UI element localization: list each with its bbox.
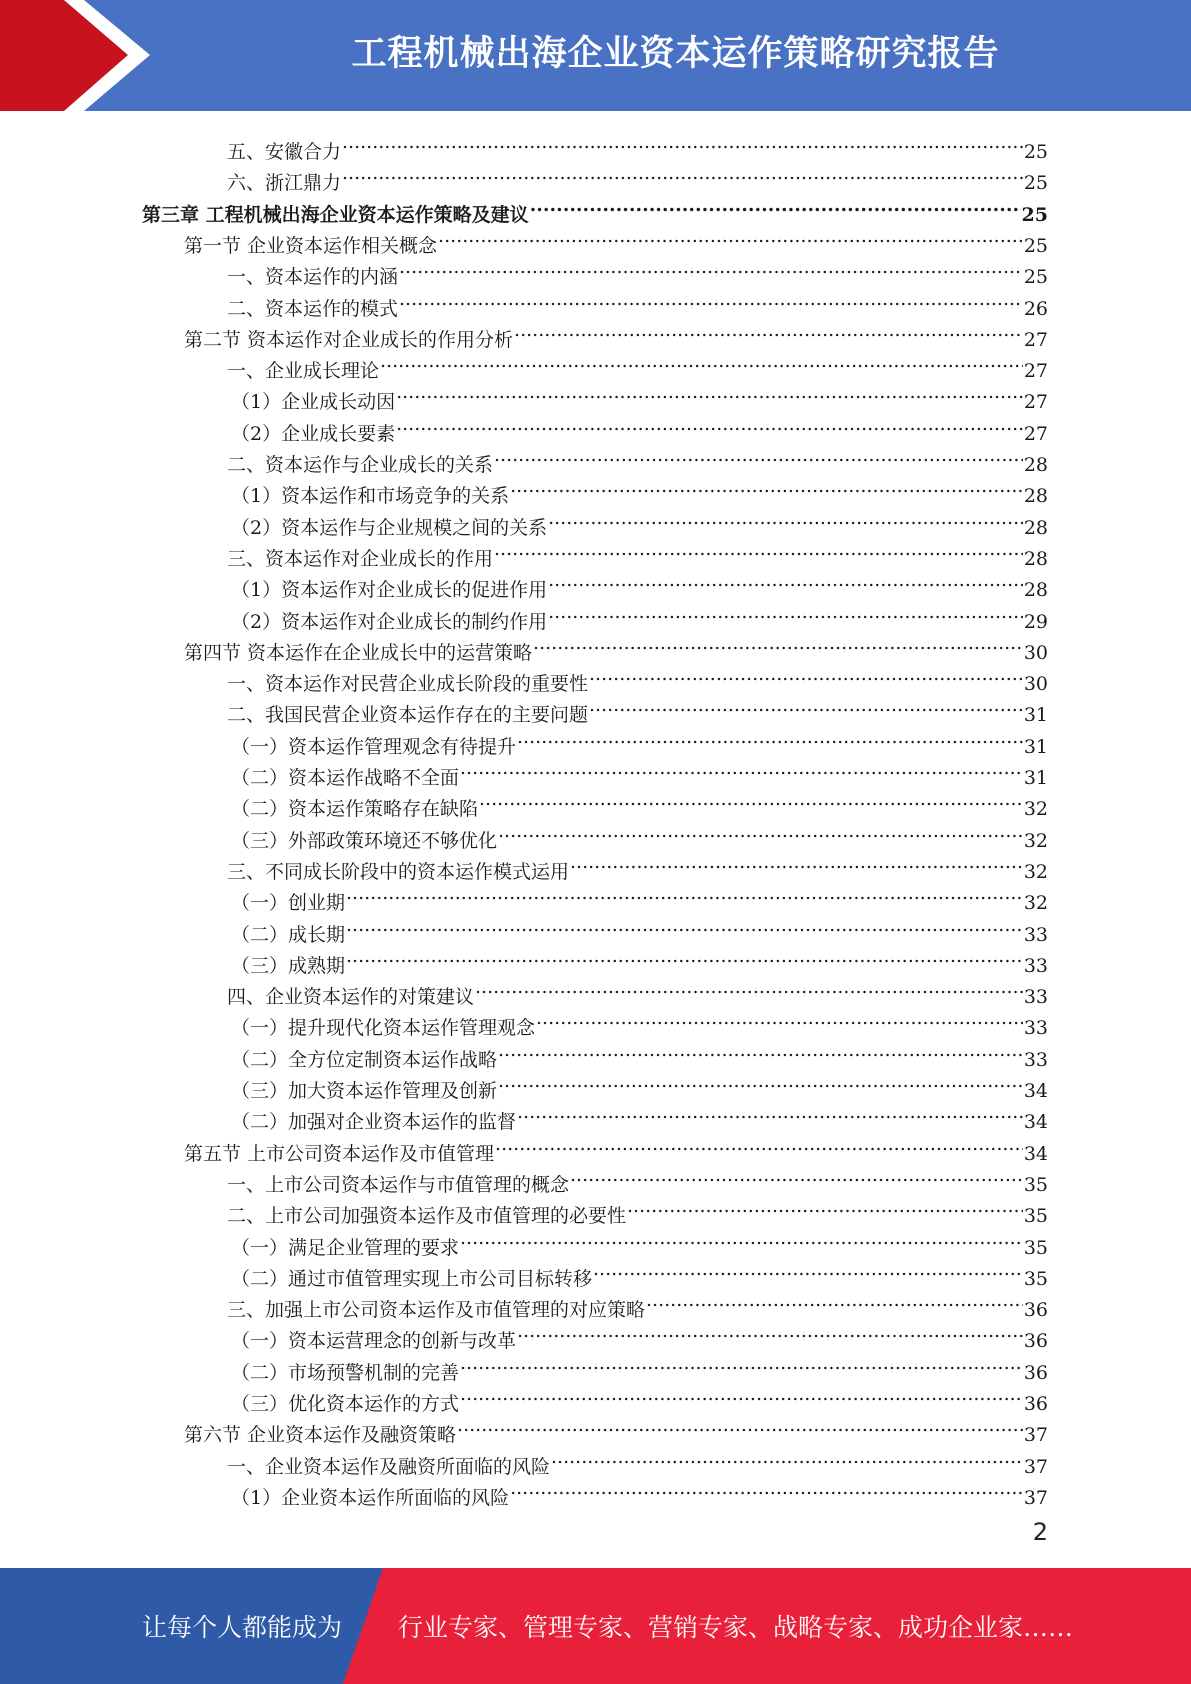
toc-leader-dots <box>342 158 1023 189</box>
toc-leader-dots <box>514 315 1023 346</box>
toc-entry-page: 31 <box>1023 704 1048 727</box>
toc-entry-page: 28 <box>1023 547 1048 570</box>
toc-entry-title: （1）企业成长动因 <box>231 391 396 414</box>
toc-entry-title: 一、企业成长理论 <box>227 360 380 383</box>
toc-entry-title: 六、浙江鼎力 <box>227 172 342 195</box>
toc-entry-title: （二）成长期 <box>231 923 346 946</box>
toc-entry[interactable] <box>231 910 1048 946</box>
toc-leader-dots <box>589 690 1023 721</box>
toc-leader-dots <box>517 1097 1023 1128</box>
toc-entry[interactable] <box>231 565 1048 602</box>
toc-entry-page: 33 <box>1023 954 1048 977</box>
footer-banner <box>0 1568 1191 1684</box>
toc-leader-dots <box>494 440 1023 471</box>
toc-leader-dots <box>627 1191 1023 1222</box>
toc-entry-page: 25 <box>1023 172 1048 195</box>
toc-entry-page: 32 <box>1023 798 1048 821</box>
toc-leader-dots <box>593 1254 1023 1285</box>
header-banner <box>0 0 1191 111</box>
toc-entry-title: （三）优化资本运作的方式 <box>231 1393 460 1415</box>
toc-entry-title: （一）资本运作管理观念有待提升 <box>231 735 517 758</box>
toc-entry-page: 25 <box>1023 266 1048 289</box>
toc-entry[interactable] <box>231 722 1048 758</box>
toc-entry[interactable] <box>227 1160 1048 1196</box>
toc-entry[interactable] <box>231 377 1048 414</box>
toc-entry[interactable] <box>227 1442 1048 1478</box>
toc-entry[interactable] <box>231 1003 1048 1040</box>
toc-entry-title: （1）资本运作和市场竞争的关系 <box>231 485 510 508</box>
toc-leader-dots <box>533 628 1023 659</box>
toc-entry[interactable] <box>227 972 1048 1009</box>
toc-entry[interactable] <box>231 1035 1048 1071</box>
toc-entry[interactable] <box>227 252 1048 289</box>
toc-entry[interactable] <box>227 284 1048 320</box>
toc-leader-dots <box>530 190 1021 221</box>
toc-leader-dots <box>460 1379 1023 1410</box>
toc-entry[interactable] <box>231 941 1048 977</box>
toc-entry-title: 一、企业资本运作及融资所面临的风险 <box>227 1455 551 1478</box>
toc-entry[interactable] <box>231 878 1048 915</box>
toc-entry-title: 四、企业资本运作的对策建议 <box>227 986 475 1009</box>
toc-entry-page: 37 <box>1023 1486 1048 1509</box>
toc-entry-page: 27 <box>1023 391 1048 414</box>
toc-leader-dots <box>548 565 1023 596</box>
toc-entry-title: （二）资本运作策略存在缺陷 <box>231 798 479 821</box>
toc-leader-dots <box>646 1285 1023 1316</box>
toc-leader-dots <box>548 503 1023 534</box>
toc-entry-page: 32 <box>1023 860 1048 883</box>
toc-entry[interactable] <box>231 1473 1048 1509</box>
toc-leader-dots <box>536 1003 1023 1034</box>
toc-leader-dots <box>517 1316 1023 1347</box>
toc-leader-dots <box>495 1129 1023 1160</box>
toc-entry-title: （二）市场预警机制的完善 <box>231 1361 460 1384</box>
footer-slogan-right: 行业专家、管理专家、营销专家、战略专家、成功企业家…… <box>398 1613 1074 1642</box>
toc-entry-page: 28 <box>1023 485 1048 508</box>
toc-leader-dots <box>570 847 1023 878</box>
toc-entry-page: 35 <box>1023 1267 1048 1290</box>
toc-entry-title: （三）加大资本运作管理及创新 <box>231 1080 498 1102</box>
toc-entry-title: 二、资本运作的模式 <box>227 297 399 320</box>
toc-entry-page: 35 <box>1023 1236 1048 1259</box>
toc-entry-page: 31 <box>1023 735 1048 758</box>
toc-entry-page: 36 <box>1023 1299 1048 1322</box>
toc-entry[interactable] <box>231 1348 1048 1384</box>
toc-entry[interactable] <box>227 440 1048 476</box>
toc-entry-title: 第三章 工程机械出海企业资本运作策略及建议 <box>142 203 529 226</box>
toc-entry-title: （三）成熟期 <box>231 954 346 977</box>
toc-entry-title: （2）企业成长要素 <box>231 422 396 445</box>
toc-entry-page: 27 <box>1023 328 1048 351</box>
toc-entry-title: （1）资本运作对企业成长的促进作用 <box>231 579 548 602</box>
toc-entry-page: 33 <box>1023 986 1048 1009</box>
footer-slogan-left: 让每个人都能成为 <box>142 1613 343 1642</box>
toc-entry[interactable] <box>231 1223 1048 1259</box>
toc-entry-title: （二）通过市值管理实现上市公司目标转移 <box>231 1267 593 1290</box>
toc-entry-title: （二）加强对企业资本运作的监督 <box>231 1111 517 1134</box>
toc-entry-title: （二）资本运作战略不全面 <box>231 767 460 789</box>
toc-entry-page: 25 <box>1023 234 1048 257</box>
toc-leader-dots <box>460 1223 1023 1254</box>
toc-entry-title: （二）全方位定制资本运作战略 <box>231 1048 498 1071</box>
toc-leader-dots <box>510 471 1023 502</box>
toc-leader-dots <box>517 722 1023 753</box>
toc-entry-title: 第五节 上市公司资本运作及市值管理 <box>184 1142 495 1165</box>
toc-entry[interactable] <box>184 221 1048 257</box>
toc-entry[interactable] <box>227 346 1048 383</box>
toc-entry[interactable] <box>227 534 1048 570</box>
toc-entry[interactable] <box>227 158 1048 195</box>
toc-entry[interactable] <box>231 409 1048 445</box>
toc-leader-dots <box>460 753 1023 784</box>
toc-entry[interactable] <box>231 1316 1048 1353</box>
toc-leader-dots <box>498 1066 1023 1097</box>
toc-entry-page: 30 <box>1023 641 1048 664</box>
toc-leader-dots <box>380 346 1023 377</box>
toc-entry-title: 第二节 资本运作对企业成长的作用分析 <box>184 328 514 351</box>
toc-entry[interactable] <box>227 690 1048 727</box>
toc-entry-page: 25 <box>1021 203 1048 226</box>
toc-entry-title: 第六节 企业资本运作及融资策略 <box>184 1424 457 1447</box>
toc-entry[interactable] <box>184 628 1048 664</box>
toc-entry-page: 35 <box>1023 1173 1048 1196</box>
toc-entry-page: 33 <box>1023 1048 1048 1071</box>
toc-entry-page: 27 <box>1023 422 1048 445</box>
toc-leader-dots <box>396 409 1023 440</box>
toc-entry-page: 28 <box>1023 579 1048 602</box>
toc-leader-dots <box>548 597 1023 628</box>
toc-entry-title: 三、不同成长阶段中的资本运作模式运用 <box>227 860 570 883</box>
toc-leader-dots <box>346 941 1023 972</box>
toc-entry[interactable] <box>231 1379 1048 1415</box>
toc-leader-dots <box>551 1442 1023 1473</box>
toc-entry-title: 二、资本运作与企业成长的关系 <box>227 454 494 476</box>
toc-entry[interactable] <box>231 1097 1048 1134</box>
toc-entry-title: 一、资本运作对民营企业成长阶段的重要性 <box>227 673 589 696</box>
toc-entry[interactable] <box>184 1129 1048 1165</box>
toc-leader-dots <box>396 377 1023 408</box>
toc-leader-dots <box>346 878 1023 909</box>
toc-entry-page: 32 <box>1023 892 1048 915</box>
toc-entry-page: 25 <box>1023 141 1048 163</box>
toc-entry[interactable] <box>231 471 1048 508</box>
toc-entry-title: （2）资本运作与企业规模之间的关系 <box>231 516 548 539</box>
toc-leader-dots <box>494 534 1023 565</box>
toc-entry[interactable] <box>227 1191 1048 1228</box>
toc-entry[interactable] <box>231 816 1048 852</box>
toc-entry-page: 36 <box>1023 1393 1048 1415</box>
toc-entry-title: 一、上市公司资本运作与市值管理的概念 <box>227 1173 570 1196</box>
toc-leader-dots <box>438 221 1023 252</box>
toc-entry-page: 33 <box>1023 1017 1048 1040</box>
toc-leader-dots <box>399 284 1023 315</box>
arrow-decoration-icon <box>0 0 160 111</box>
toc-leader-dots <box>457 1410 1023 1441</box>
toc-leader-dots <box>510 1473 1023 1504</box>
toc-entry-page: 26 <box>1023 297 1048 320</box>
toc-entry-page: 29 <box>1023 610 1048 633</box>
toc-entry-title: （1）企业资本运作所面临的风险 <box>231 1486 510 1509</box>
toc-entry-page: 33 <box>1023 923 1048 946</box>
toc-entry-page: 34 <box>1023 1080 1048 1102</box>
toc-entry-page: 37 <box>1023 1424 1048 1447</box>
toc-entry-title: 二、我国民营企业资本运作存在的主要问题 <box>227 704 589 727</box>
toc-entry-title: （一）提升现代化资本运作管理观念 <box>231 1017 536 1040</box>
toc-entry-title: 一、资本运作的内涵 <box>227 266 399 289</box>
toc-entry[interactable] <box>231 784 1048 821</box>
toc-entry-page: 37 <box>1023 1455 1048 1478</box>
toc-leader-dots <box>498 1035 1023 1066</box>
toc-entry[interactable] <box>231 753 1048 789</box>
toc-entry-page: 28 <box>1023 454 1048 476</box>
toc-entry-page: 32 <box>1023 829 1048 852</box>
report-title: 工程机械出海企业资本运作策略研究报告 <box>351 34 1000 74</box>
toc-entry-title: 二、上市公司加强资本运作及市值管理的必要性 <box>227 1205 627 1228</box>
toc-entry-title: （一）创业期 <box>231 892 346 915</box>
toc-entry-page: 31 <box>1023 767 1048 789</box>
toc-entry[interactable] <box>231 1066 1048 1102</box>
toc-entry-title: 三、加强上市公司资本运作及市值管理的对应策略 <box>227 1299 646 1322</box>
toc-entry[interactable] <box>231 1254 1048 1290</box>
toc-leader-dots <box>399 252 1023 283</box>
toc-entry[interactable] <box>227 847 1048 883</box>
toc-leader-dots <box>479 784 1023 815</box>
toc-entry-title: 第四节 资本运作在企业成长中的运营策略 <box>184 641 533 664</box>
toc-leader-dots <box>475 972 1023 1003</box>
toc-entry[interactable] <box>227 127 1048 163</box>
toc-entry-title: 第一节 企业资本运作相关概念 <box>184 234 438 257</box>
toc-entry-page: 36 <box>1023 1361 1048 1384</box>
toc-leader-dots <box>346 910 1023 941</box>
toc-entry-page: 34 <box>1023 1111 1048 1134</box>
toc-entry-page: 35 <box>1023 1205 1048 1228</box>
toc-entry-page: 28 <box>1023 516 1048 539</box>
toc-entry-title: （2）资本运作对企业成长的制约作用 <box>231 610 548 633</box>
toc-entry-title: （三）外部政策环境还不够优化 <box>231 829 498 852</box>
toc-entry-page: 36 <box>1023 1330 1048 1353</box>
toc-entry[interactable] <box>227 1285 1048 1322</box>
toc-entry[interactable] <box>184 1410 1048 1447</box>
toc-entry[interactable] <box>142 190 1048 226</box>
page-number: 2 <box>1032 1518 1048 1546</box>
toc-entry[interactable] <box>227 659 1048 696</box>
toc-entry[interactable] <box>184 315 1048 351</box>
toc-leader-dots <box>498 816 1023 847</box>
toc-entry[interactable] <box>231 503 1048 539</box>
toc-entry-title: 五、安徽合力 <box>227 141 342 163</box>
toc-entry-title: （一）满足企业管理的要求 <box>231 1236 460 1259</box>
toc-leader-dots <box>460 1348 1023 1379</box>
toc-entry-title: 三、资本运作对企业成长的作用 <box>227 547 494 570</box>
toc-entry-page: 27 <box>1023 360 1048 383</box>
toc-leader-dots <box>589 659 1023 690</box>
toc-entry-page: 30 <box>1023 673 1048 696</box>
toc-leader-dots <box>570 1160 1023 1191</box>
toc-entry[interactable] <box>231 597 1048 633</box>
toc-entry-page: 34 <box>1023 1142 1048 1165</box>
toc-entry-title: （一）资本运营理念的创新与改革 <box>231 1330 517 1353</box>
toc-leader-dots <box>342 127 1023 158</box>
